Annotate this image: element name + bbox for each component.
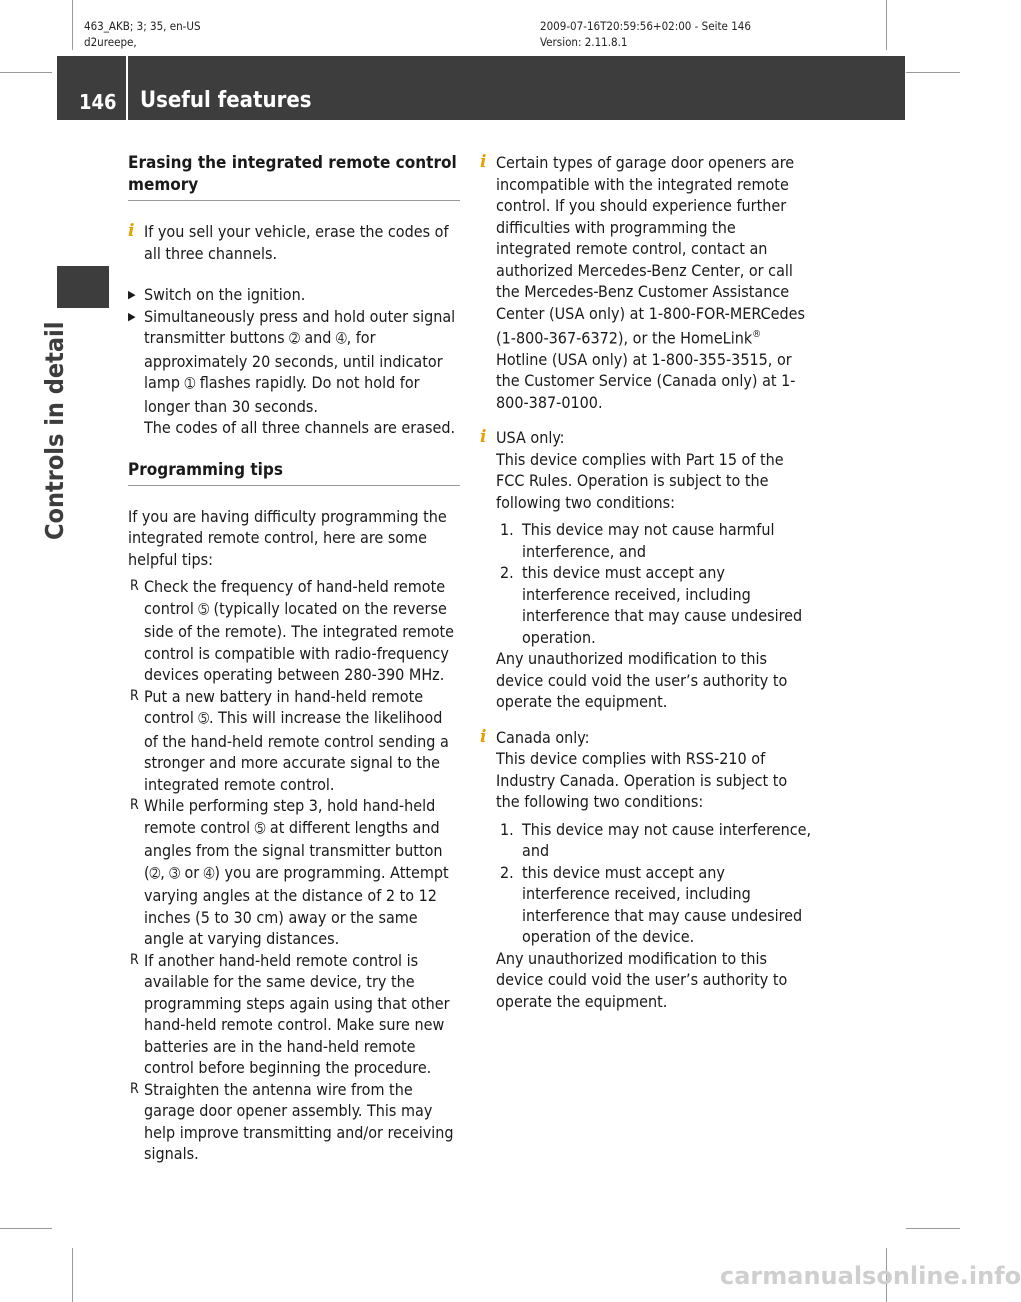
bullet-icon: R <box>130 797 139 813</box>
tip-other-remote: R If another hand-held remote control is available for the same device, try the programming steps again using that other hand-held remote control. Make sure new batteries are in the hand-held remote control before beginning the procedure. <box>130 950 450 1077</box>
bullet-icon: R <box>130 687 139 704</box>
list-item: 1. This device may not cause interference, and <box>500 819 812 861</box>
print-meta-left <box>84 18 201 50</box>
compatibility-note: i Certain types of garage door openers are incompatible with the integrated remote control. If you should experience further difficulties with programming the integrated remote control, contact an authorized Mercedes-Benz Center, or call the Mercedes-Benz Customer Assistance Center (USA only) at 1-800-FOR-MERCedes (1-800-367-6372), or the HomeLink® Hotline (USA only) at 1-800-355-3515, or the Customer Service (Canada only) at 1-800-387-0100. <box>480 152 805 412</box>
tip-antenna: R Straighten the antenna wire from the garage door opener assembly. This may help improve transmitting and/or receiving signals. <box>130 1079 454 1163</box>
tip-frequency: R Check the frequency of hand-held remote control ➄ (typically located on the reverse side of the remote). The integrated remote control is compatible with radio-frequency devices operating between 280-390 MHz. <box>130 577 455 684</box>
callout-4: ➃ <box>203 865 215 882</box>
list-item: 2. this device must accept any interference received, including interference that may cause undesired operation. <box>500 563 803 647</box>
canada-note-text: This device complies with RSS-210 of Industry Canada. Operation is subject to the following two conditions: <box>496 749 788 812</box>
info-icon: i <box>480 152 487 172</box>
section-title: Useful features <box>140 88 312 113</box>
callout-5: ➄ <box>254 820 266 837</box>
canada-conditions <box>480 819 812 948</box>
tip-angles: R While performing step 3, hold hand-held remote control ➄ at different lengths and angles from the signal transmitter button (➁, ➂ or ➃) you are programming. Attempt varying angles at the distance of 2 to 12 inches (5 to 30 cm) away or the same angle at varying distances. <box>130 796 449 948</box>
list-item: 1. This device may not cause harmful interference, and <box>500 520 775 561</box>
callout-2: ➁ <box>289 331 300 347</box>
step-ignition: ▶ Switch on the ignition. <box>128 285 306 304</box>
list-item: 2. this device must accept any interference received, including interference that may cause undesired operation of the device. <box>500 862 803 947</box>
callout-5: ➄ <box>198 601 209 618</box>
tip-battery: R Put a new battery in hand-held remote control ➄. This will increase the likelihood of the hand-held remote control sending a stronger and more accurate signal to the integrated remote control. <box>130 686 449 794</box>
page-number: 146 <box>79 90 117 114</box>
bullet-icon: R <box>130 1080 139 1097</box>
usa-note-title: i USA only: <box>480 427 565 448</box>
crop-mark <box>72 1248 73 1302</box>
callout-2: ➁ <box>149 865 161 882</box>
crop-mark <box>886 0 887 50</box>
usa-note-text: This device complies with Part 15 of the FCC Rules. Operation is subject to the following two conditions: <box>496 449 784 512</box>
callout-3: ➂ <box>169 865 180 882</box>
print-meta-job: 463_AKB; 3; 35, en-US <box>84 19 201 33</box>
erase-info-note: i If you sell your vehicle, erase the codes of all three channels. <box>128 221 449 263</box>
bullet-icon: R <box>130 578 139 594</box>
right-column <box>480 152 812 1012</box>
side-tab-marker <box>57 266 109 308</box>
side-tab-title: Controls in detail <box>40 321 69 540</box>
erase-heading: Erasing the integrated remote control memory <box>128 152 460 201</box>
usa-conditions <box>480 519 812 648</box>
bullet-icon: R <box>130 951 139 968</box>
tips-intro: If you are having difficulty programming the integrated remote control, here are some helpful tips: <box>128 506 447 569</box>
callout-1: ➀ <box>184 376 196 392</box>
print-meta-user: d2ureepe, <box>84 35 137 49</box>
left-column <box>128 152 460 1165</box>
print-meta-right <box>540 18 751 50</box>
tips-heading: Programming tips <box>128 459 460 486</box>
info-icon: i <box>128 221 135 241</box>
step-press-buttons: ▶ Simultaneously press and hold outer signal transmitter buttons ➁ and ➃, for approximately 20 seconds, until indicator lamp ➀ flashes rapidly. Do not hold for longer than 30 seconds. <box>128 306 456 416</box>
info-icon: i <box>480 427 487 448</box>
print-meta-version: Version: 2.11.8.1 <box>540 35 628 49</box>
canada-note-footer: Any unauthorized modification to this device could void the user’s authority to operate the equipment. <box>496 948 788 1011</box>
crop-mark <box>72 0 73 50</box>
watermark: carmanualsonline.info <box>720 1262 1021 1290</box>
print-meta-timestamp: 2009-07-16T20:59:56+02:00 - Seite 146 <box>540 19 751 33</box>
step-result: The codes of all three channels are erased. <box>144 418 456 437</box>
callout-5: ➄ <box>198 711 209 727</box>
crop-mark <box>0 1228 52 1229</box>
callout-4: ➃ <box>336 331 347 347</box>
info-icon: i <box>480 726 487 747</box>
crop-mark <box>0 72 52 73</box>
side-tab <box>40 320 126 540</box>
usa-note-footer: Any unauthorized modification to this device could void the user’s authority to operate the equipment. <box>496 649 788 712</box>
crop-mark <box>906 1228 960 1229</box>
canada-note-title: i Canada only: <box>480 726 590 747</box>
header-divider <box>126 56 128 120</box>
step-arrow-icon: ▶ <box>128 288 136 301</box>
crop-mark <box>906 72 960 73</box>
step-arrow-icon: ▶ <box>128 309 136 323</box>
